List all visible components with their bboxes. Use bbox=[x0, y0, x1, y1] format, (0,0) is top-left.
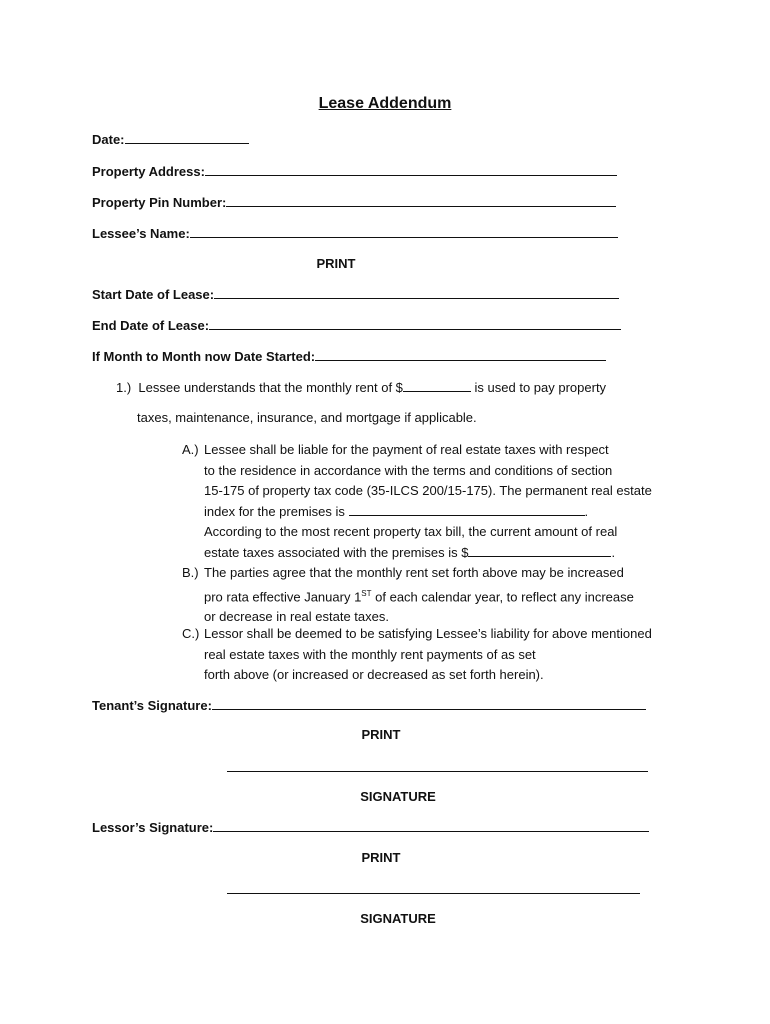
tenant-signature-field bbox=[92, 697, 646, 713]
sub-clause-a-body bbox=[204, 440, 652, 563]
tenant-print-label: PRINT bbox=[361, 727, 401, 742]
tenant-signature-line[interactable] bbox=[227, 771, 648, 772]
sub-clause-a-line: According to the most recent property tax bill, the current amount of real bbox=[204, 524, 618, 539]
pin-index-period: . bbox=[584, 503, 589, 519]
sub-clause-a-line: to the residence in accordance with the terms and conditions of section bbox=[204, 462, 613, 478]
property-address-field bbox=[92, 163, 617, 179]
lessee-name-label: Lessee’s Name: bbox=[92, 226, 190, 241]
pin-index-blank[interactable] bbox=[349, 503, 585, 516]
sub-clause-c-line: Lessor shall be deemed to be satisfying Lessee’s liability for above mentioned bbox=[204, 626, 652, 641]
property-address-input-line[interactable] bbox=[205, 163, 617, 176]
clause-1-text-after: is used to pay property bbox=[470, 380, 607, 395]
sub-clause-a-marker: A.) bbox=[182, 442, 199, 457]
sub-clause-c-body bbox=[204, 624, 652, 686]
superscript-st: ST bbox=[361, 588, 372, 598]
lessor-signature-line[interactable] bbox=[227, 893, 640, 894]
sub-clause-a-line bbox=[204, 543, 652, 564]
sub-clause-b-marker: B.) bbox=[182, 565, 199, 580]
sub-clause-b-text: pro rata effective January 1 bbox=[204, 588, 362, 604]
lessee-name-field bbox=[92, 225, 618, 241]
start-date-label: Start Date of Lease: bbox=[92, 287, 215, 302]
clause-1-number: 1.) bbox=[116, 380, 132, 395]
clause-1-text-before: Lessee understands that the monthly rent of $ bbox=[138, 380, 403, 395]
end-date-input-line[interactable] bbox=[209, 317, 621, 330]
clause-1-continuation: taxes, maintenance, insurance, and mortgage if applicable. bbox=[137, 410, 477, 425]
month-to-month-label: If Month to Month now Date Started: bbox=[92, 349, 316, 364]
sub-clause-c-line: forth above (or increased or decreased as set forth herein). bbox=[204, 667, 544, 682]
lessor-print-label: PRINT bbox=[361, 850, 401, 865]
sub-clause-a-line: Lessee shall be liable for the payment of real estate taxes with respect bbox=[204, 442, 609, 457]
sub-clause-b-text: of each calendar year, to reflect any increase bbox=[371, 588, 634, 604]
sub-clause-a-line: 15-175 of property tax code (35-ILCS 200/15-175). The permanent real estate bbox=[204, 483, 652, 498]
sub-clause-b-line: or decrease in real estate taxes. bbox=[204, 609, 389, 625]
sub-clause-b-body bbox=[204, 563, 634, 628]
tenant-print-input-line[interactable] bbox=[212, 697, 646, 710]
month-to-month-input-line[interactable] bbox=[315, 348, 606, 361]
tenant-signature-caption: SIGNATURE bbox=[360, 789, 436, 804]
lessee-print-label: PRINT bbox=[316, 256, 356, 271]
monthly-rent-blank[interactable] bbox=[403, 379, 471, 392]
date-input-line[interactable] bbox=[125, 131, 249, 144]
property-pin-input-line[interactable] bbox=[226, 194, 616, 207]
sub-clause-c-line: real estate taxes with the monthly rent payments of as set bbox=[204, 646, 536, 662]
date-field bbox=[92, 131, 249, 147]
lessor-signature-field bbox=[92, 819, 649, 835]
property-address-label: Property Address: bbox=[92, 164, 205, 179]
tenant-signature-label: Tenant’s Signature: bbox=[92, 698, 212, 713]
lessor-print-input-line[interactable] bbox=[213, 819, 649, 832]
sub-clause-b-line: The parties agree that the monthly rent set forth above may be increased bbox=[204, 565, 624, 580]
lessor-signature-label: Lessor’s Signature: bbox=[92, 820, 214, 835]
end-date-field bbox=[92, 317, 621, 333]
tax-amount-period: . bbox=[611, 544, 616, 560]
month-to-month-field bbox=[92, 348, 606, 364]
sub-clause-a-line bbox=[204, 502, 652, 523]
property-pin-field bbox=[92, 194, 616, 210]
start-date-input-line[interactable] bbox=[214, 286, 619, 299]
start-date-field bbox=[92, 286, 619, 302]
clause-1 bbox=[116, 379, 606, 395]
tax-amount-text: estate taxes associated with the premises is $ bbox=[204, 544, 469, 560]
end-date-label: End Date of Lease: bbox=[92, 318, 210, 333]
sub-clause-b-line bbox=[204, 584, 634, 608]
sub-clause-c-marker: C.) bbox=[182, 626, 200, 641]
property-pin-label: Property Pin Number: bbox=[92, 195, 227, 210]
lessee-name-input-line[interactable] bbox=[190, 225, 618, 238]
pin-index-text: index for the premises is bbox=[204, 503, 349, 519]
date-label: Date: bbox=[92, 132, 125, 147]
lessor-signature-caption: SIGNATURE bbox=[360, 911, 436, 926]
tax-amount-blank[interactable] bbox=[468, 544, 611, 557]
document-title: Lease Addendum bbox=[318, 95, 452, 112]
